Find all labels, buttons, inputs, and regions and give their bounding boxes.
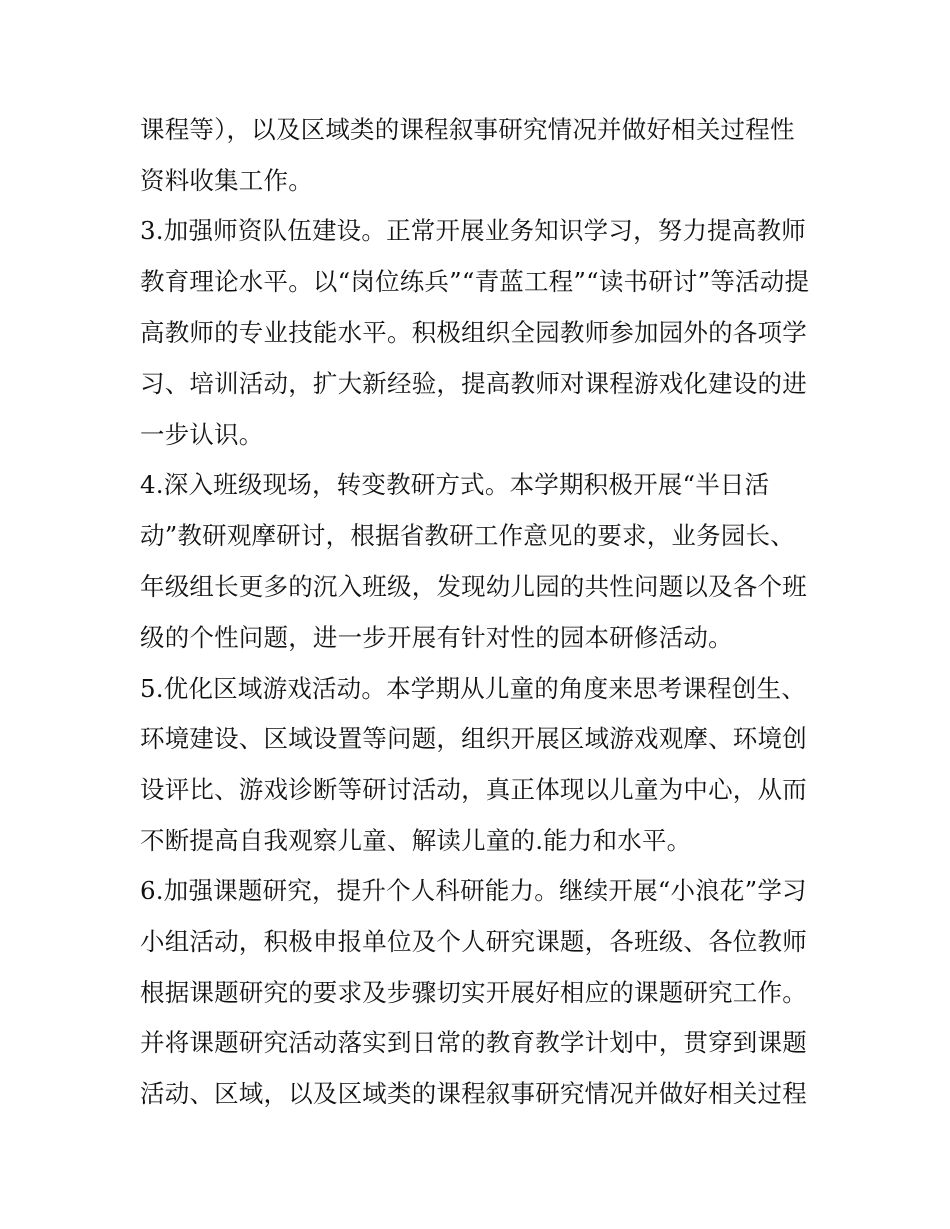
text-line: 不断提高自我观察儿童、解读儿童的.能力和水平。 [140,826,692,855]
text-line: 活动、区域，以及区域类的课程叙事研究情况并做好相关过程 [140,1079,807,1108]
text-line: 环境建设、区域设置等问题，组织开展区域游戏观摩、环境创 [140,724,807,753]
text-line: 习、培训活动，扩大新经验，提高教师对课程游戏化建设的进 [140,369,807,398]
text-line: 动”教研观摩研讨，根据省教研工作意见的要求，业务园长、 [140,521,795,550]
text-line: 课程等），以及区域类的课程叙事研究情况并做好相关过程性 [140,115,795,144]
text-line: 资料收集工作。 [140,166,313,195]
text-line: 年级组长更多的沉入班级，发现幼儿园的共性问题以及各个班 [140,572,807,601]
text-line: 高教师的专业技能水平。积极组织全园教师参加园外的各项学 [140,318,807,347]
text-line: 教育理论水平。以“岗位练兵”“青蓝工程”“读书研讨”等活动提 [140,267,810,296]
text-line: 5.优化区域游戏活动。本学期从儿童的角度来思考课程创生、 [140,674,806,703]
text-line: 3.加强师资队伍建设。正常开展业务知识学习，努力提高教师 [140,216,806,245]
text-line: 设评比、游戏诊断等研讨活动，真正体现以儿童为中心，从而 [140,775,807,804]
text-line: 并将课题研究活动落实到日常的教育教学计划中，贯穿到课题 [140,1028,807,1057]
text-line: 6.加强课题研究，提升个人科研能力。继续开展“小浪花”学习 [140,876,807,905]
text-line: 4.深入班级现场，转变教研方式。本学期积极开展“半日活 [140,470,770,499]
text-line: 级的个性问题，进一步开展有针对性的园本研修活动。 [140,623,733,652]
text-line: 小组活动，积极申报单位及个人研究课题，各班级、各位教师 [140,927,807,956]
text-line: 根据课题研究的要求及步骤切实开展好相应的课题研究工作。 [140,978,807,1007]
text-line: 一步认识。 [140,420,264,449]
